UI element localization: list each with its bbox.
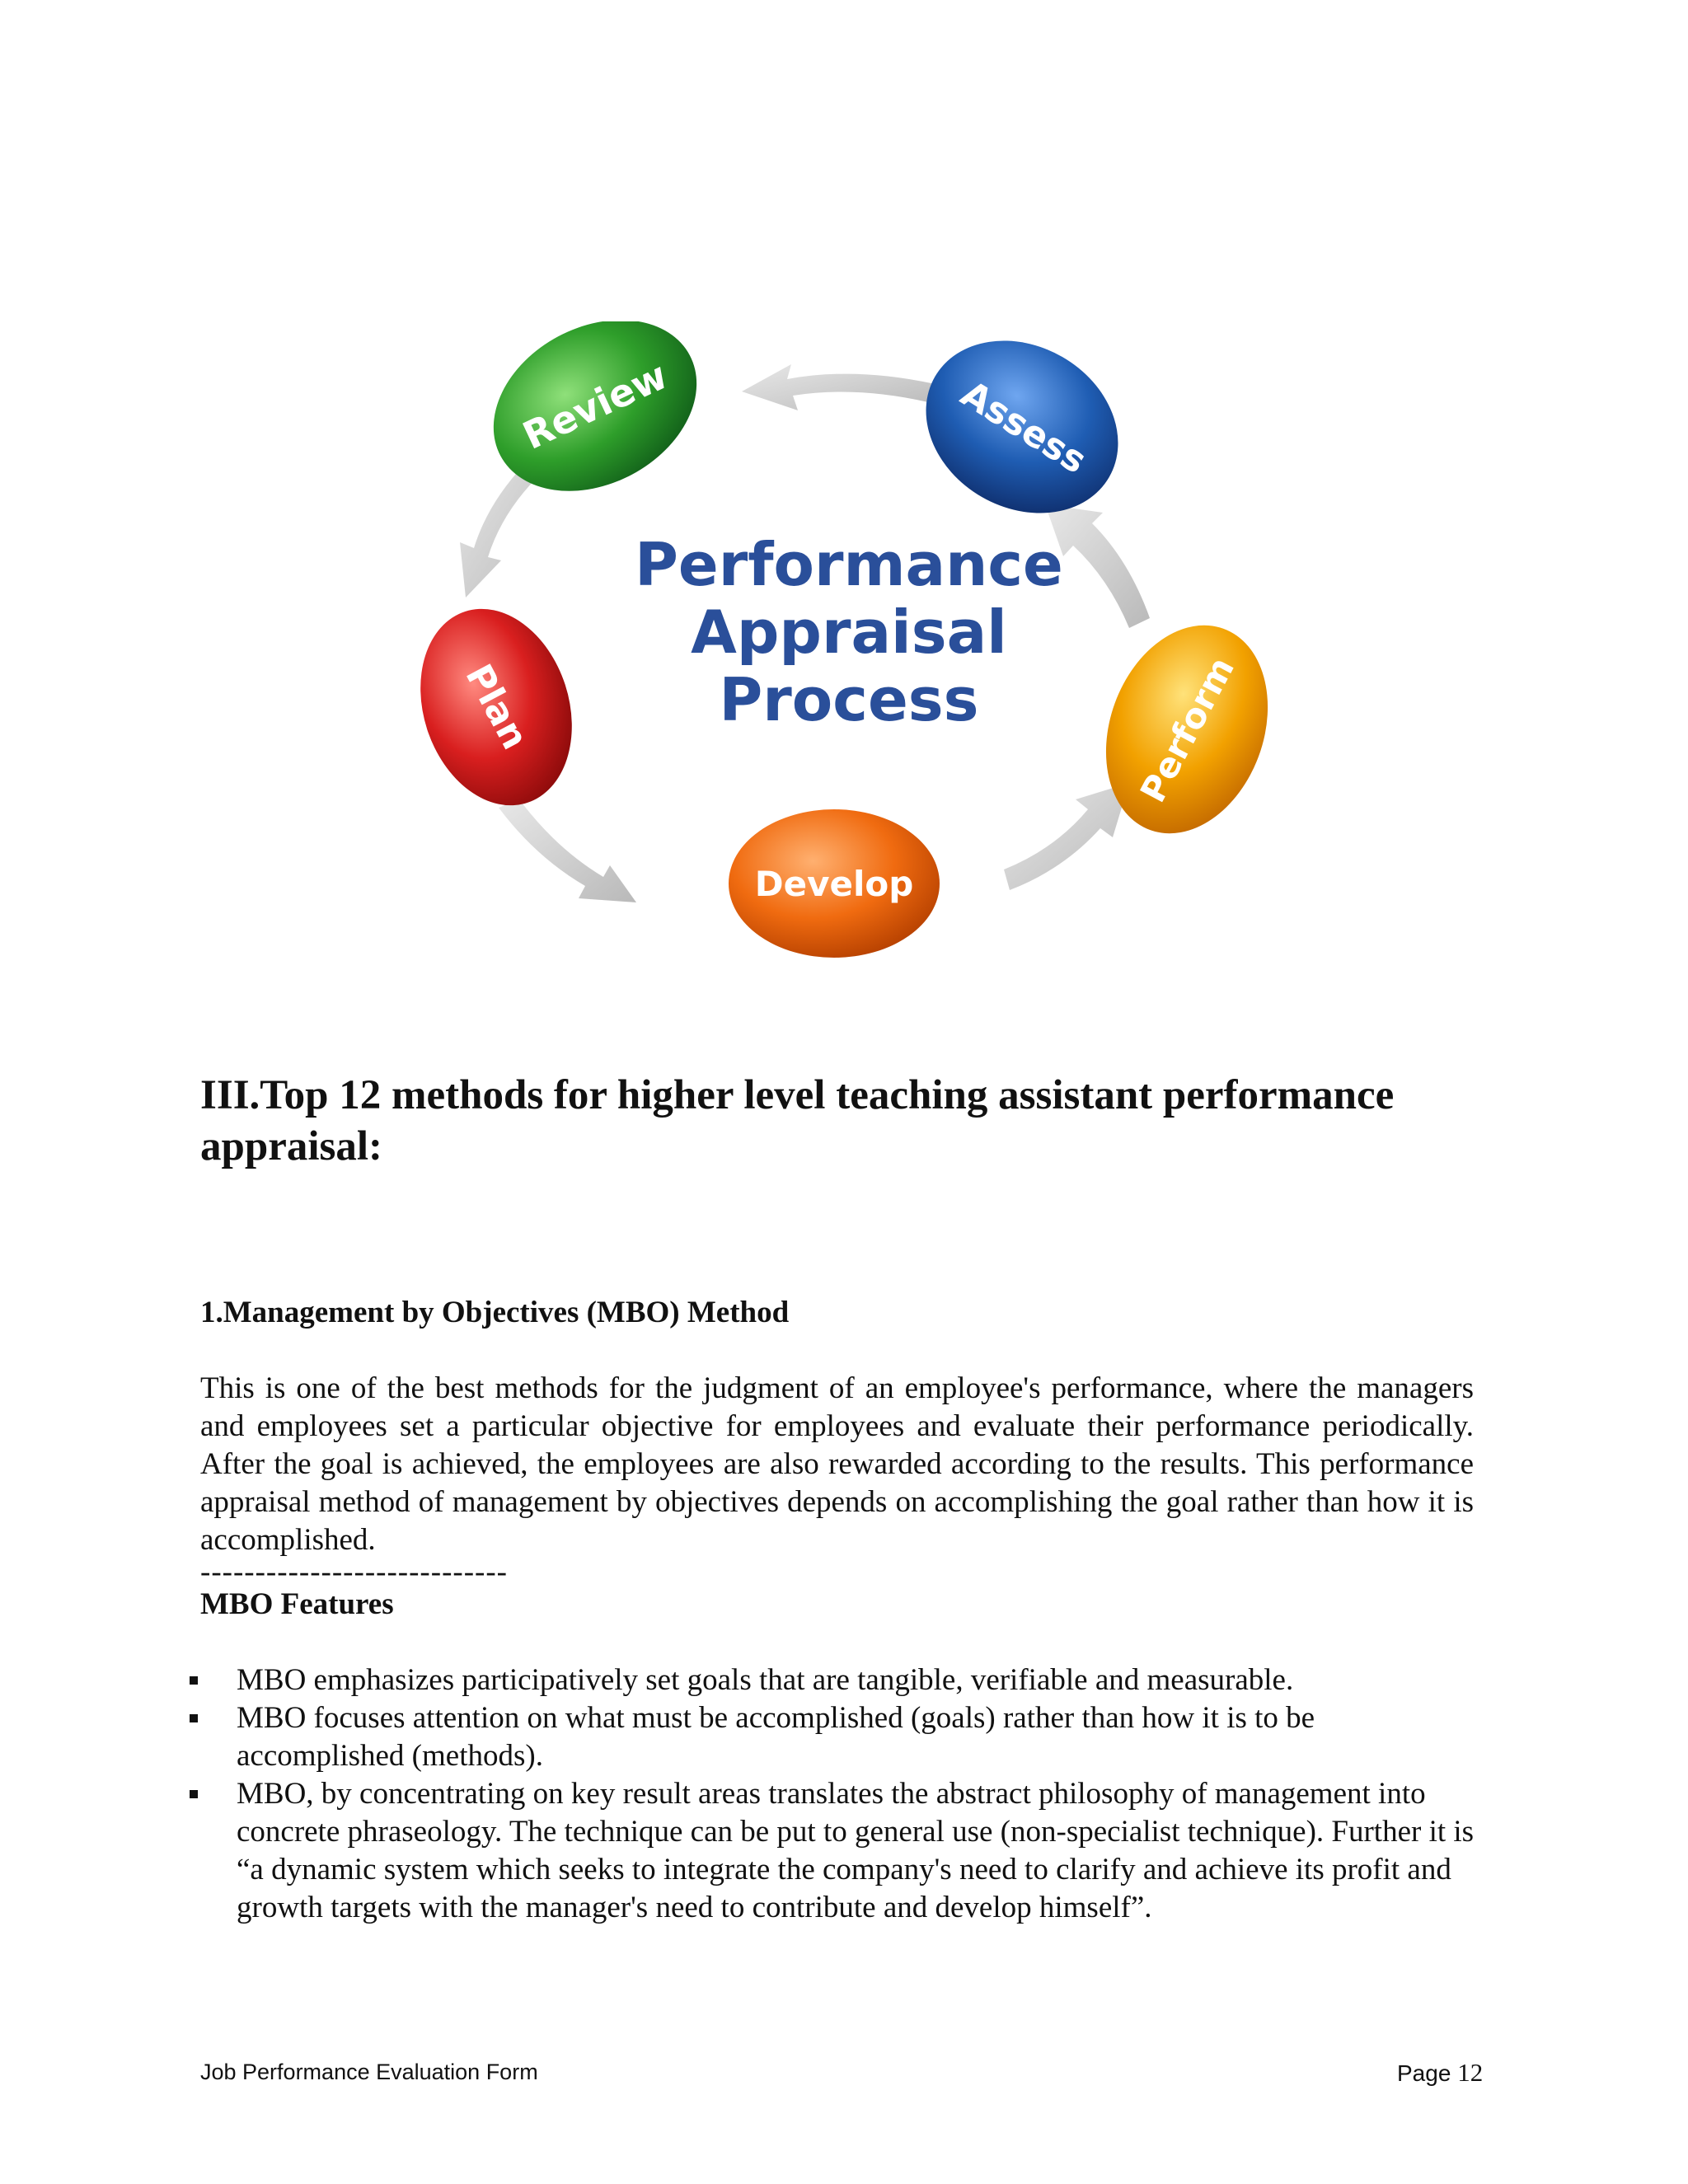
main-content [200,1070,1486,1927]
performance-appraisal-diagram [404,321,1294,981]
footer-page-number [1397,2058,1483,2088]
diagram-center-title [635,530,1063,734]
center-line-2: Appraisal [691,598,1007,667]
center-line-3: Process [719,665,979,734]
node-assess-label: Assess [953,373,1094,482]
list-item [200,1661,1486,1699]
feature-text: MBO, by concentrating on key result areas translates the abstract philosophy of management into concrete phraseology. The technique can be put to general use (non-specialist technique). Further it is “a dynamic system which seeks to integrate the company's need to clarify and achieve its profit and growth targets with the manager's need to contribute and develop himself”. [237,1777,1475,1924]
node-develop [729,809,940,958]
section-heading: III.Top 12 methods for higher level teaching assistant performance appraisal: [200,1072,1395,1169]
separator-line: ---------------------------- [200,1555,508,1589]
method-description: This is one of the best methods for the judgment of an employee's performance, where the managers and employees set a particular objective for employees and evaluate their performance periodically. After the goal is achieved, the employees are also rewarded according to the results. This performance appraisal method of management by objectives depends on accomplishing the goal rather than how it is accomplished. [200,1371,1474,1557]
features-list [200,1661,1486,1927]
list-item [200,1775,1486,1927]
square-bullet-icon [190,1676,198,1685]
node-perform-label: Perform [1132,650,1243,809]
list-item [200,1699,1486,1775]
arrow-plan-to-develop [499,799,636,902]
node-plan-label: Plan [457,657,537,757]
footer-title: Job Performance Evaluation Form [200,2060,538,2084]
feature-text: MBO emphasizes participatively set goals that are tangible, verifiable and measurable. [237,1663,1294,1697]
page-number: 12 [1457,2058,1484,2087]
square-bullet-icon [190,1790,198,1798]
features-heading: MBO Features [200,1587,394,1621]
node-assess [894,321,1149,547]
feature-text: MBO focuses attention on what must be accomplished (goals) rather than how it is to be accomplished (methods). [237,1701,1315,1773]
node-plan [404,589,596,825]
node-review-label: Review [516,353,674,458]
arrow-assess-to-review [742,364,931,410]
node-develop-label: Develop [754,864,914,904]
center-line-1: Performance [635,530,1063,599]
page-label: Page [1397,2060,1451,2086]
arrow-develop-to-perform [1004,783,1129,890]
method-heading: 1.Management by Objectives (MBO) Method [200,1296,790,1329]
square-bullet-icon [190,1714,198,1722]
cycle-diagram-svg [404,321,1294,981]
